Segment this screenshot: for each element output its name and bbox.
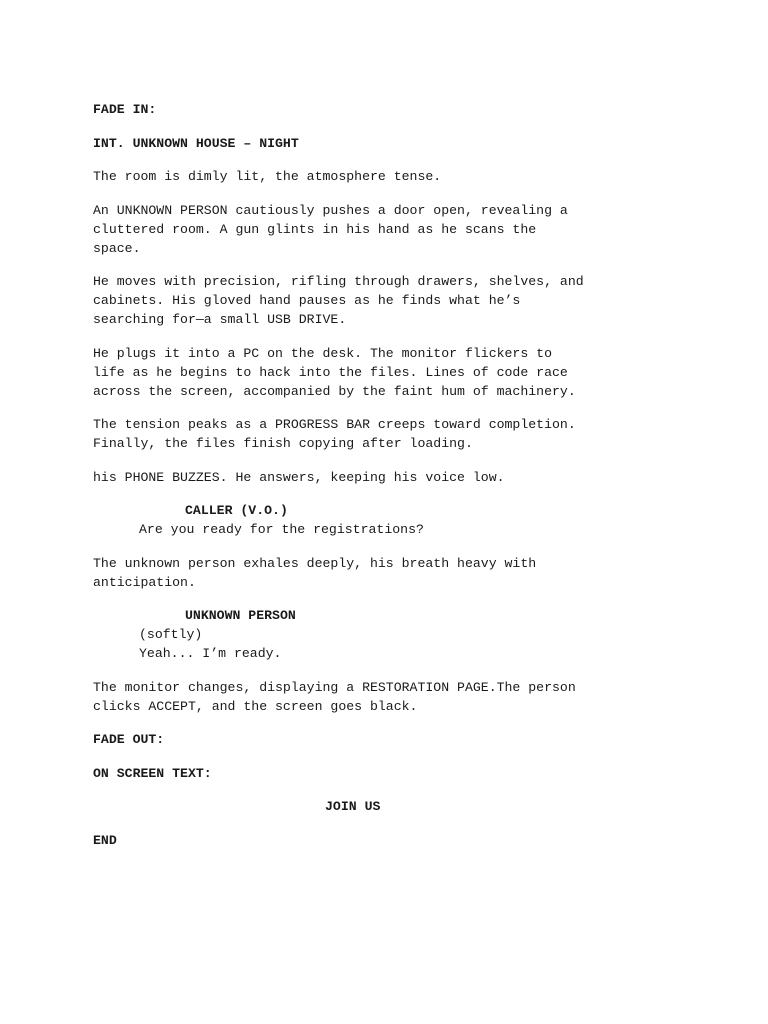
action-paragraph: The tension peaks as a PROGRESS BAR creeps toward completion. Finally, the files finish copying after loading. [93,417,576,451]
character-name: UNKNOWN PERSON [185,608,296,623]
action-paragraph: The unknown person exhales deeply, his breath heavy with anticipation. [93,555,537,590]
on-screen-text: JOIN US [325,799,381,814]
on-screen-text-label: ON SCREEN TEXT: [93,765,212,781]
action-paragraph: The monitor changes, displaying a RESTORATION PAGE.The person clicks ACCEPT, and the screen goes black. [93,679,576,714]
dialogue-line: Are you ready for the registrations? [139,522,424,537]
end-marker: END [93,832,117,848]
action-line: The room is dimly lit, the atmosphere tense. [93,169,442,184]
fade-out-transition: FADE OUT: [93,732,165,747]
action-line: his PHONE BUZZES. He answers, keeping his voice low. [93,469,505,485]
dialogue-line: Yeah... I’m ready. [139,646,282,661]
character-name: CALLER (V.O.) [185,503,288,518]
action-paragraph: An UNKNOWN PERSON cautiously pushes a door open, revealing a cluttered room. A gun glints in his hand as he scans the space. [93,202,568,256]
parenthetical: (softly) [139,627,203,642]
scene-heading: INT. UNKNOWN HOUSE – NIGHT [93,135,299,151]
screenplay-content [93,100,693,864]
action-paragraph: He moves with precision, rifling through drawers, shelves, and cabinets. His gloved hand pauses as he finds what he’s searching for—a small USB DRIVE. [93,274,584,327]
action-paragraph: He plugs it into a PC on the desk. The monitor flickers to life as he begins to hack into the files. Lines of code race across the screen, accompanied by the faint hum of machinery. [93,345,576,399]
fade-in-transition: FADE IN: [93,102,157,117]
